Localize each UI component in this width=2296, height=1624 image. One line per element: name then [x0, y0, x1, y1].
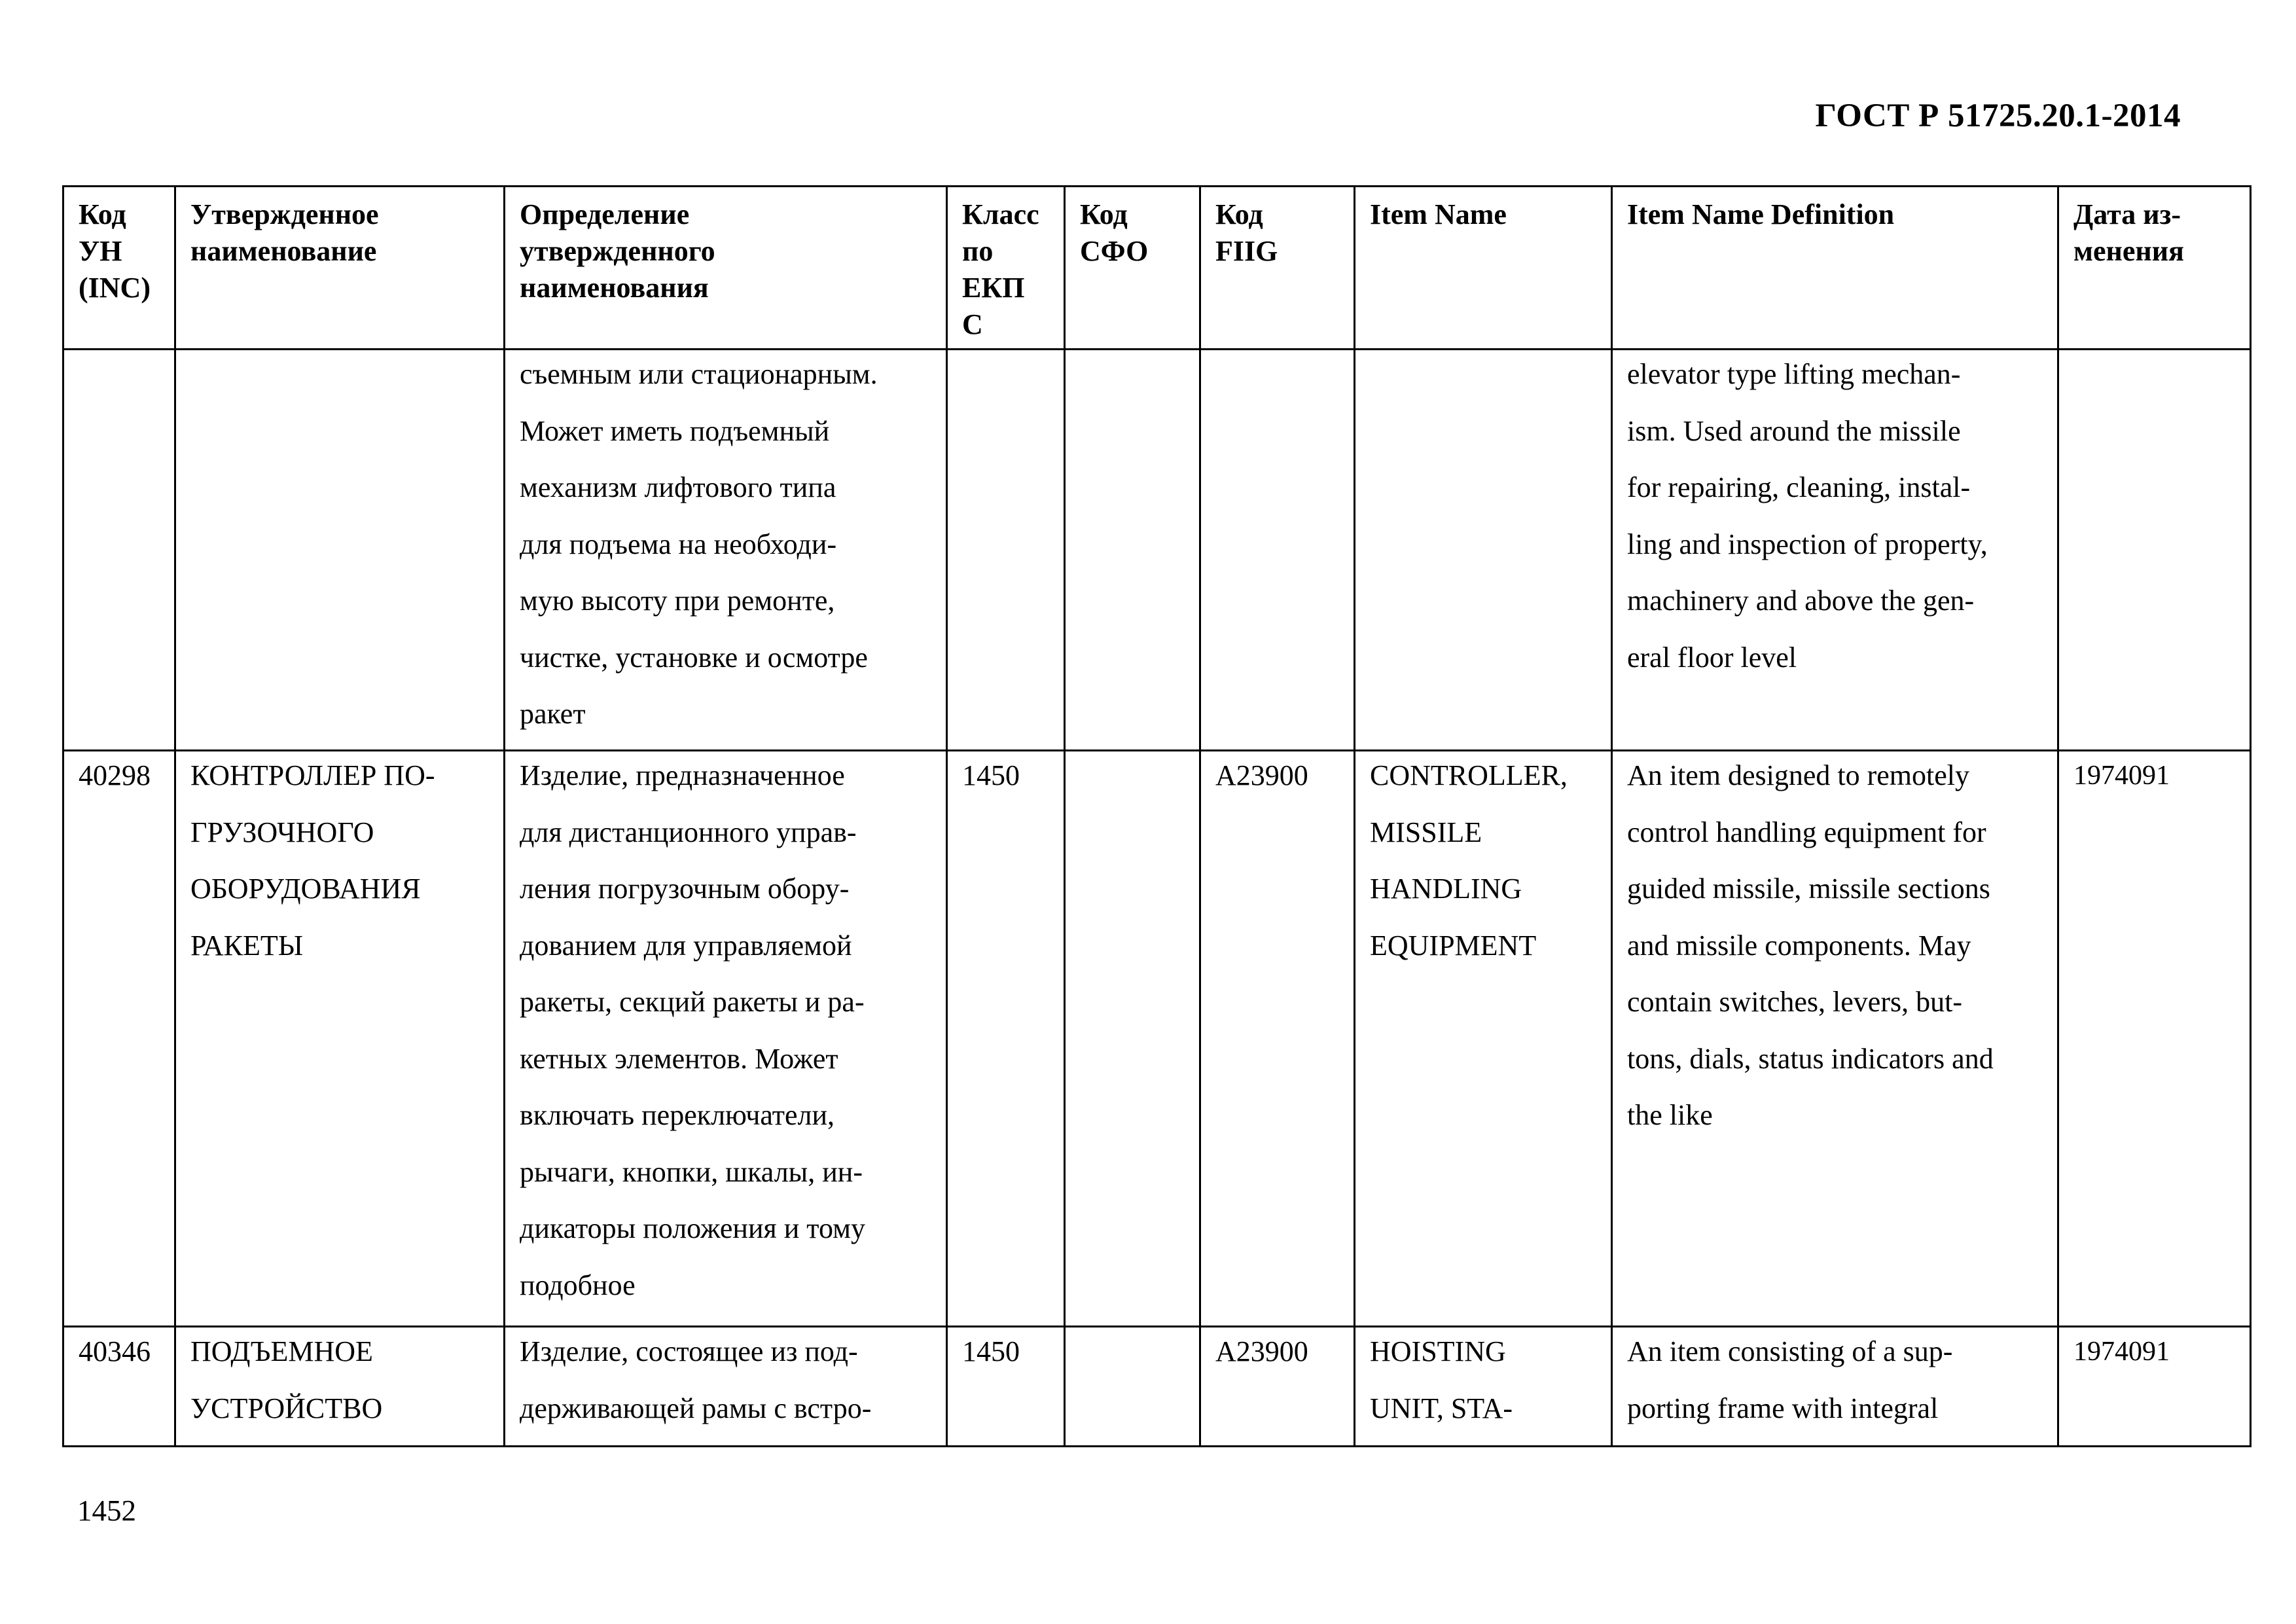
cell-name-ru: КОНТРОЛЛЕР ПО- ГРУЗОЧНОГО ОБОРУДОВАНИЯ РАКЕТЫ	[175, 751, 505, 1327]
cell-name-ru: ПОДЪЕМНОЕ УСТРОЙСТВО	[175, 1327, 505, 1447]
col-header-ekps-class: Класс по ЕКП С	[947, 187, 1065, 350]
page-number: 1452	[77, 1494, 136, 1527]
cell-definition-ru: Изделие, состоящее из под- держивающей рамы с встро-	[505, 1327, 947, 1447]
classification-table	[62, 185, 2251, 1447]
cell-definition-ru: съемным или стационарным. Может иметь подъемный механизм лифтового типа для подъема на необходи- мую высоту при ремонте, чистке, установке и осмотре ракет	[505, 350, 947, 751]
cell-item-definition: elevator type lifting mechan- ism. Used around the missile for repairing, cleaning, instal- ling and inspection of property, machinery and above the gen- eral floor level	[1612, 350, 2058, 751]
cell-inc	[63, 350, 175, 751]
cell-definition-ru: Изделие, предназначенное для дистанционного управ- ления погрузочным обору- дованием для управляемой ракеты, секций ракеты и ра- кетных элементов. Может включать переключатели, рычаги, кнопки, шкалы, ин- дикаторы положения и тому подобное	[505, 751, 947, 1327]
col-header-item-name: Item Name	[1355, 187, 1612, 350]
table-header-row	[63, 187, 2251, 350]
cell-class-ekps	[947, 350, 1065, 751]
table-row	[63, 350, 2251, 751]
cell-name-ru	[175, 350, 505, 751]
cell-item-definition: An item designed to remotely control handling equipment for guided missile, missile sections and missile components. May contain switches, levers, but- tons, dials, status indicators and the like	[1612, 751, 2058, 1327]
cell-item-definition: An item consisting of a sup- porting frame with integral	[1612, 1327, 2058, 1447]
document-code: ГОСТ Р 51725.20.1-2014	[1815, 98, 2181, 134]
col-header-item-name-definition: Item Name Definition	[1612, 187, 2058, 350]
cell-class-ekps: 1450	[947, 751, 1065, 1327]
col-header-fiig-code: Код FIIG	[1200, 187, 1355, 350]
cell-inc: 40298	[63, 751, 175, 1327]
col-header-name-definition: Определение утвержденного наименования	[505, 187, 947, 350]
cell-date: 1974091	[2058, 751, 2251, 1327]
cell-item-name	[1355, 350, 1612, 751]
col-header-change-date: Дата из- менения	[2058, 187, 2251, 350]
cell-date	[2058, 350, 2251, 751]
table-row	[63, 751, 2251, 1327]
cell-code-sfo	[1065, 751, 1200, 1327]
col-header-sfo-code: Код СФО	[1065, 187, 1200, 350]
cell-code-fiig: A23900	[1200, 1327, 1355, 1447]
cell-code-fiig	[1200, 350, 1355, 751]
table-row	[63, 1327, 2251, 1447]
col-header-inc: Код УН (INC)	[63, 187, 175, 350]
cell-code-sfo	[1065, 350, 1200, 751]
cell-code-sfo	[1065, 1327, 1200, 1447]
cell-class-ekps: 1450	[947, 1327, 1065, 1447]
cell-date: 1974091	[2058, 1327, 2251, 1447]
cell-inc: 40346	[63, 1327, 175, 1447]
cell-code-fiig: A23900	[1200, 751, 1355, 1327]
col-header-approved-name: Утвержденное наименование	[175, 187, 505, 350]
cell-item-name: HOISTING UNIT, STA-	[1355, 1327, 1612, 1447]
cell-item-name: CONTROLLER, MISSILE HANDLING EQUIPMENT	[1355, 751, 1612, 1327]
